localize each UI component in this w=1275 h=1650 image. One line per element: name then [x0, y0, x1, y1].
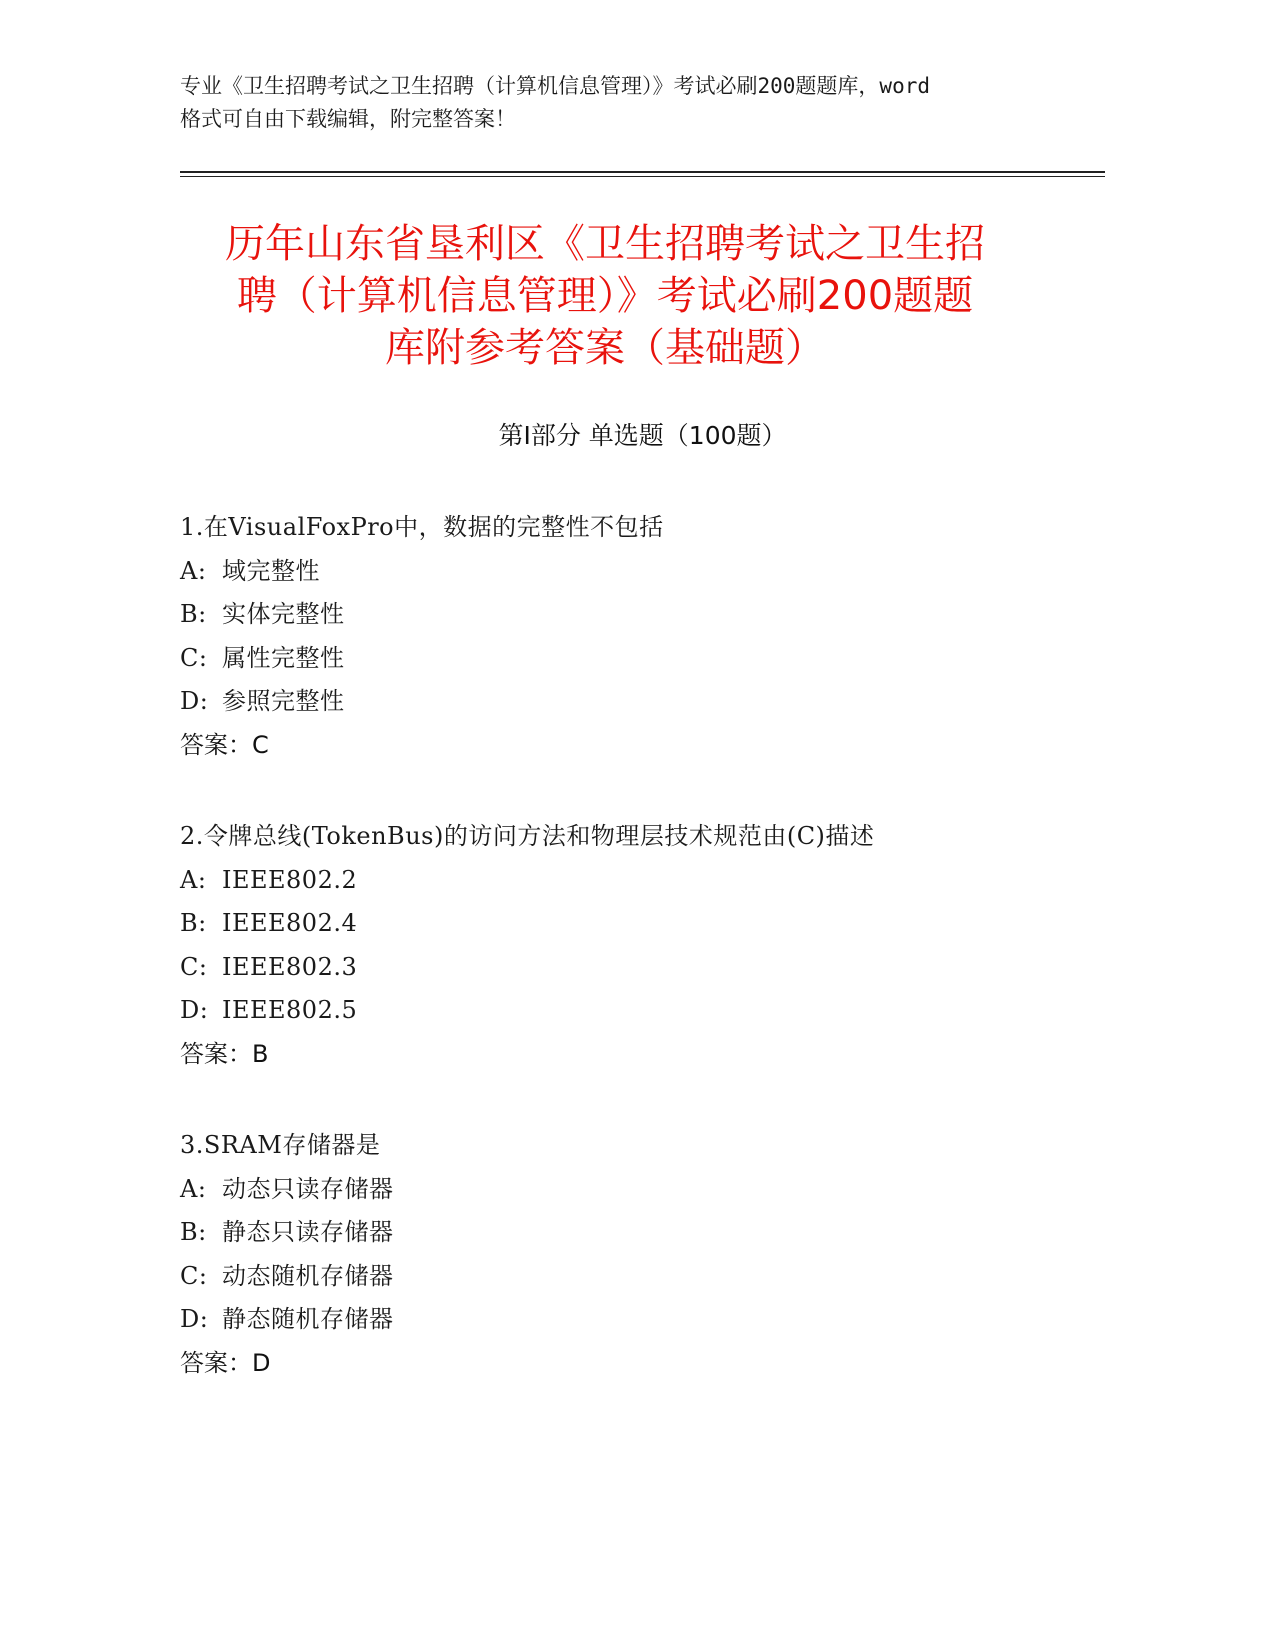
answer-line: 答案：D — [180, 1348, 271, 1377]
header-rule-thin — [180, 176, 1105, 177]
question-2 — [180, 815, 1105, 1076]
section-heading: 第Ⅰ部分 单选题（100题） — [498, 421, 787, 450]
question-stem: 1.在VisualFoxPro中，数据的完整性不包括 — [180, 513, 664, 541]
option-letter: A: — [180, 865, 207, 894]
option-letter: C: — [180, 952, 208, 981]
option-c — [180, 1255, 1105, 1299]
option-text: IEEE802.5 — [222, 996, 358, 1024]
option-text: 实体完整性 — [222, 600, 345, 628]
option-c — [180, 637, 1105, 681]
header-note-line-1: 专业《卫生招聘考试之卫生招聘（计算机信息管理）》考试必刷200题题库，word — [180, 74, 930, 98]
question-list — [180, 506, 1105, 1433]
option-text: 属性完整性 — [222, 643, 345, 672]
header-note-line-2: 格式可自由下载编辑，附完整答案！ — [180, 107, 516, 131]
option-a — [180, 1168, 1105, 1212]
question-stem: 2.令牌总线(TokenBus)的访问方法和物理层技术规范由(C)描述 — [180, 822, 875, 850]
option-letter: B: — [180, 909, 207, 937]
header-note — [180, 70, 1080, 136]
header-rule-thick — [180, 171, 1105, 173]
document-title-line-1: 历年山东省垦利区《卫生招聘考试之卫生招 — [225, 221, 985, 267]
option-d — [180, 1298, 1105, 1342]
document-title-line-2: 聘（计算机信息管理）》考试必刷200题题 — [236, 273, 974, 319]
option-c — [180, 946, 1105, 990]
option-text: 静态只读存储器 — [222, 1218, 394, 1246]
option-letter: B: — [180, 600, 207, 628]
option-letter: A: — [180, 556, 207, 585]
option-text: IEEE802.2 — [222, 865, 358, 894]
option-b — [180, 1211, 1105, 1255]
option-letter: B: — [180, 1218, 207, 1246]
option-letter: A: — [180, 1174, 207, 1203]
option-text: 参照完整性 — [222, 687, 345, 715]
option-a — [180, 550, 1105, 594]
option-b — [180, 902, 1105, 946]
question-3 — [180, 1124, 1105, 1385]
option-text: 动态只读存储器 — [222, 1174, 394, 1203]
option-letter: D: — [180, 1305, 209, 1333]
option-letter: C: — [180, 1261, 208, 1290]
question-stem: 3.SRAM存储器是 — [180, 1131, 381, 1159]
option-d — [180, 989, 1105, 1033]
answer-line: 答案：B — [180, 1039, 269, 1068]
option-b — [180, 593, 1105, 637]
option-text: 域完整性 — [222, 556, 320, 585]
document-title — [175, 218, 1035, 374]
option-letter: C: — [180, 643, 208, 672]
option-text: 静态随机存储器 — [222, 1305, 394, 1333]
option-letter: D: — [180, 996, 209, 1024]
document-title-line-3: 库附参考答案（基础题） — [385, 325, 825, 371]
option-text: 动态随机存储器 — [222, 1261, 394, 1290]
option-text: IEEE802.4 — [222, 909, 358, 937]
question-1 — [180, 506, 1105, 767]
answer-line: 答案：C — [180, 730, 269, 759]
option-letter: D: — [180, 687, 209, 715]
option-d — [180, 680, 1105, 724]
option-text: IEEE802.3 — [222, 952, 358, 981]
option-a — [180, 859, 1105, 903]
